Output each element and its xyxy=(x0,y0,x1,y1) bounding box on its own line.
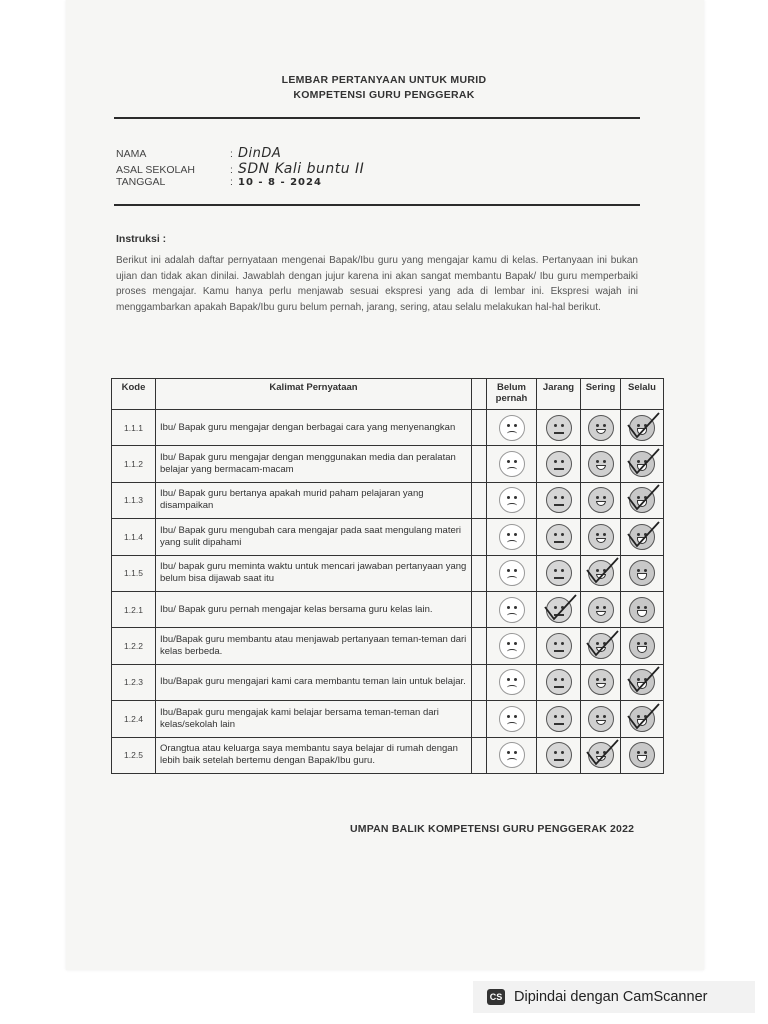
row-gap xyxy=(472,555,487,591)
option-sering[interactable] xyxy=(581,664,621,700)
laughing-face-icon xyxy=(629,669,655,695)
face-option xyxy=(588,742,614,768)
option-selalu[interactable] xyxy=(621,737,664,773)
option-jarang[interactable] xyxy=(537,664,581,700)
sad-face-icon xyxy=(499,451,525,477)
face-option xyxy=(546,451,572,477)
sad-face-icon xyxy=(499,633,525,659)
sad-face-icon xyxy=(499,487,525,513)
option-sering[interactable] xyxy=(581,701,621,737)
row-gap xyxy=(472,519,487,555)
option-sering[interactable] xyxy=(581,482,621,518)
face-option xyxy=(546,415,572,441)
asal-sekolah-value: SDN Kali buntu II xyxy=(238,161,365,177)
happy-face-icon xyxy=(588,560,614,586)
happy-face-icon xyxy=(588,597,614,623)
row-gap xyxy=(472,591,487,627)
option-selalu[interactable] xyxy=(621,555,664,591)
face-option xyxy=(629,669,655,695)
sad-face-icon xyxy=(499,669,525,695)
laughing-face-icon xyxy=(629,597,655,623)
footer-title: UMPAN BALIK KOMPETENSI GURU PENGGERAK 2022 xyxy=(350,823,635,835)
option-belum[interactable] xyxy=(487,446,537,482)
option-jarang[interactable] xyxy=(537,410,581,446)
row-statement: Ibu/ Bapak guru pernah mengajar kelas bersama guru kelas lain. xyxy=(156,591,472,627)
happy-face-icon xyxy=(588,487,614,513)
option-selalu[interactable] xyxy=(621,701,664,737)
face-option xyxy=(629,487,655,513)
option-sering[interactable] xyxy=(581,555,621,591)
face-option xyxy=(629,597,655,623)
laughing-face-icon xyxy=(629,415,655,441)
row-kode: 1.1.4 xyxy=(112,519,156,555)
table-row xyxy=(112,555,664,591)
neutral-face-icon xyxy=(546,451,572,477)
neutral-face-icon xyxy=(546,706,572,732)
option-belum[interactable] xyxy=(487,482,537,518)
face-option xyxy=(588,487,614,513)
header-kalimat: Kalimat Pernyataan xyxy=(156,379,472,410)
option-belum[interactable] xyxy=(487,664,537,700)
sad-face-icon xyxy=(499,524,525,550)
happy-face-icon xyxy=(588,669,614,695)
tanggal-label: TANGGAL xyxy=(116,176,166,188)
sad-face-icon xyxy=(499,415,525,441)
face-option xyxy=(499,524,525,550)
row-statement: Ibu/ Bapak guru mengubah cara mengajar pada saat mengulang materi yang sulit dipahami xyxy=(156,519,472,555)
face-option xyxy=(588,524,614,550)
instruction-body: Berikut ini adalah daftar pernyataan mengenai Bapak/Ibu guru yang mengajar kamu di kelas. Pertanyaan ini bukan ujian dan tidak akan dinilai. Jawablah dengan jujur karena ini akan sangat membantu Bapak/ Ibu guru memperbaiki proses mengajar. Kamu hanya perlu menjawab sesuai ekspresi yang ada di lembar ini. Ekspresi wajah ini menggambarkan apakah Bapak/Ibu guru belum pernah, jarang, sering, atau selalu melakukan hal-hal berikut. xyxy=(116,255,638,313)
option-selalu[interactable] xyxy=(621,482,664,518)
row-kode: 1.2.3 xyxy=(112,664,156,700)
row-statement: Ibu/Bapak guru mengajak kami belajar bersama teman-teman dari kelas/sekolah lain xyxy=(156,701,472,737)
neutral-face-icon xyxy=(546,633,572,659)
tanggal-row xyxy=(116,176,322,188)
laughing-face-icon xyxy=(629,742,655,768)
asal-sekolah-row xyxy=(116,161,364,177)
asal-sekolah-label: ASAL SEKOLAH xyxy=(116,164,195,176)
face-option xyxy=(588,415,614,441)
tanggal-value: 10 - 8 - 2024 xyxy=(238,177,322,188)
row-statement: Orangtua atau keluarga saya membantu saya belajar di rumah dengan lebih baik setelah bertemu dengan Bapak/Ibu guru. xyxy=(156,737,472,773)
header-selalu: Selalu xyxy=(621,379,664,410)
face-option xyxy=(629,524,655,550)
neutral-face-icon xyxy=(546,487,572,513)
face-option xyxy=(499,742,525,768)
table-row xyxy=(112,701,664,737)
table-row xyxy=(112,628,664,664)
face-option xyxy=(588,669,614,695)
face-option xyxy=(546,742,572,768)
option-jarang[interactable] xyxy=(537,555,581,591)
option-jarang[interactable] xyxy=(537,591,581,627)
row-statement: Ibu/ bapak guru meminta waktu untuk mencari jawaban pertanyaan yang belum bisa dijawab saat itu xyxy=(156,555,472,591)
table-row xyxy=(112,737,664,773)
table-row xyxy=(112,410,664,446)
neutral-face-icon xyxy=(546,560,572,586)
option-belum[interactable] xyxy=(487,555,537,591)
camscanner-text: Dipindai dengan CamScanner xyxy=(514,989,708,1005)
face-option xyxy=(629,560,655,586)
face-option xyxy=(499,560,525,586)
face-option xyxy=(499,487,525,513)
face-option xyxy=(546,669,572,695)
sad-face-icon xyxy=(499,742,525,768)
table-row xyxy=(112,482,664,518)
face-option xyxy=(499,706,525,732)
option-belum[interactable] xyxy=(487,628,537,664)
nama-label: NAMA xyxy=(116,148,147,160)
option-belum[interactable] xyxy=(487,410,537,446)
row-kode: 1.2.2 xyxy=(112,628,156,664)
asal-sekolah-colon: : xyxy=(230,164,233,176)
option-belum[interactable] xyxy=(487,519,537,555)
row-kode: 1.2.5 xyxy=(112,737,156,773)
nama-colon: : xyxy=(230,148,233,160)
option-jarang[interactable] xyxy=(537,737,581,773)
face-option xyxy=(629,633,655,659)
face-option xyxy=(499,597,525,623)
bottom-divider xyxy=(114,204,640,206)
row-statement: Ibu/ Bapak guru mengajar dengan berbagai cara yang menyenangkan xyxy=(156,410,472,446)
sad-face-icon xyxy=(499,706,525,732)
tanggal-colon: : xyxy=(230,176,233,188)
face-option xyxy=(588,560,614,586)
neutral-face-icon xyxy=(546,415,572,441)
top-divider xyxy=(114,117,640,119)
sad-face-icon xyxy=(499,597,525,623)
document-title-line2: KOMPETENSI GURU PENGGERAK xyxy=(293,89,475,101)
option-jarang[interactable] xyxy=(537,701,581,737)
row-statement: Ibu/ Bapak guru mengajar dengan menggunakan media dan peralatan belajar yang bermacam-macam xyxy=(156,446,472,482)
happy-face-icon xyxy=(588,633,614,659)
row-gap xyxy=(472,446,487,482)
option-sering[interactable] xyxy=(581,519,621,555)
row-gap xyxy=(472,701,487,737)
row-kode: 1.1.2 xyxy=(112,446,156,482)
header-kode: Kode xyxy=(112,379,156,410)
header-belum-pernah: Belum pernah xyxy=(487,379,537,410)
face-option xyxy=(546,706,572,732)
option-belum[interactable] xyxy=(487,737,537,773)
option-sering[interactable] xyxy=(581,410,621,446)
camscanner-logo-icon: CS xyxy=(487,989,505,1005)
option-selalu[interactable] xyxy=(621,519,664,555)
option-selalu[interactable] xyxy=(621,446,664,482)
laughing-face-icon xyxy=(629,451,655,477)
neutral-face-icon xyxy=(546,669,572,695)
face-option xyxy=(629,451,655,477)
face-option xyxy=(499,415,525,441)
laughing-face-icon xyxy=(629,633,655,659)
neutral-face-icon xyxy=(546,742,572,768)
face-option xyxy=(546,597,572,623)
option-belum[interactable] xyxy=(487,701,537,737)
face-option xyxy=(499,451,525,477)
header-gap xyxy=(472,379,487,410)
neutral-face-icon xyxy=(546,597,572,623)
option-sering[interactable] xyxy=(581,628,621,664)
camscanner-watermark xyxy=(473,981,755,1013)
face-option xyxy=(588,633,614,659)
row-gap xyxy=(472,737,487,773)
row-statement: Ibu/ Bapak guru bertanya apakah murid paham pelajaran yang disampaikan xyxy=(156,482,472,518)
instruction-heading: Instruksi : xyxy=(116,233,167,245)
option-sering[interactable] xyxy=(581,446,621,482)
option-jarang[interactable] xyxy=(537,482,581,518)
face-option xyxy=(629,742,655,768)
happy-face-icon xyxy=(588,742,614,768)
row-gap xyxy=(472,628,487,664)
face-option xyxy=(499,633,525,659)
table-row xyxy=(112,519,664,555)
face-option xyxy=(629,706,655,732)
option-selalu[interactable] xyxy=(621,664,664,700)
nama-row xyxy=(116,146,281,161)
laughing-face-icon xyxy=(629,487,655,513)
row-kode: 1.1.1 xyxy=(112,410,156,446)
header-jarang: Jarang xyxy=(537,379,581,410)
nama-value: DinDA xyxy=(238,146,282,161)
option-selalu[interactable] xyxy=(621,628,664,664)
face-option xyxy=(546,487,572,513)
happy-face-icon xyxy=(588,706,614,732)
happy-face-icon xyxy=(588,524,614,550)
option-jarang[interactable] xyxy=(537,446,581,482)
face-option xyxy=(499,669,525,695)
laughing-face-icon xyxy=(629,560,655,586)
happy-face-icon xyxy=(588,415,614,441)
option-selalu[interactable] xyxy=(621,410,664,446)
face-option xyxy=(588,597,614,623)
face-option xyxy=(546,633,572,659)
header-sering: Sering xyxy=(581,379,621,410)
option-sering[interactable] xyxy=(581,591,621,627)
row-gap xyxy=(472,482,487,518)
row-kode: 1.2.4 xyxy=(112,701,156,737)
option-selalu[interactable] xyxy=(621,591,664,627)
row-gap xyxy=(472,664,487,700)
table-row xyxy=(112,591,664,627)
face-option xyxy=(588,451,614,477)
face-option xyxy=(546,560,572,586)
questionnaire-table xyxy=(111,378,664,774)
row-kode: 1.2.1 xyxy=(112,591,156,627)
sad-face-icon xyxy=(499,560,525,586)
row-gap xyxy=(472,410,487,446)
row-kode: 1.1.5 xyxy=(112,555,156,591)
laughing-face-icon xyxy=(629,706,655,732)
happy-face-icon xyxy=(588,451,614,477)
option-belum[interactable] xyxy=(487,591,537,627)
option-jarang[interactable] xyxy=(537,519,581,555)
face-option xyxy=(629,415,655,441)
option-jarang[interactable] xyxy=(537,628,581,664)
row-statement: Ibu/Bapak guru mengajari kami cara membantu teman lain untuk belajar. xyxy=(156,664,472,700)
document-title-line1: LEMBAR PERTANYAAN UNTUK MURID xyxy=(281,74,487,86)
face-option xyxy=(588,706,614,732)
row-kode: 1.1.3 xyxy=(112,482,156,518)
laughing-face-icon xyxy=(629,524,655,550)
table-header-row xyxy=(112,379,664,410)
table-row xyxy=(112,664,664,700)
option-sering[interactable] xyxy=(581,737,621,773)
table-row xyxy=(112,446,664,482)
face-option xyxy=(546,524,572,550)
neutral-face-icon xyxy=(546,524,572,550)
row-statement: Ibu/Bapak guru membantu atau menjawab pertanyaan teman-teman dari kelas berbeda. xyxy=(156,628,472,664)
